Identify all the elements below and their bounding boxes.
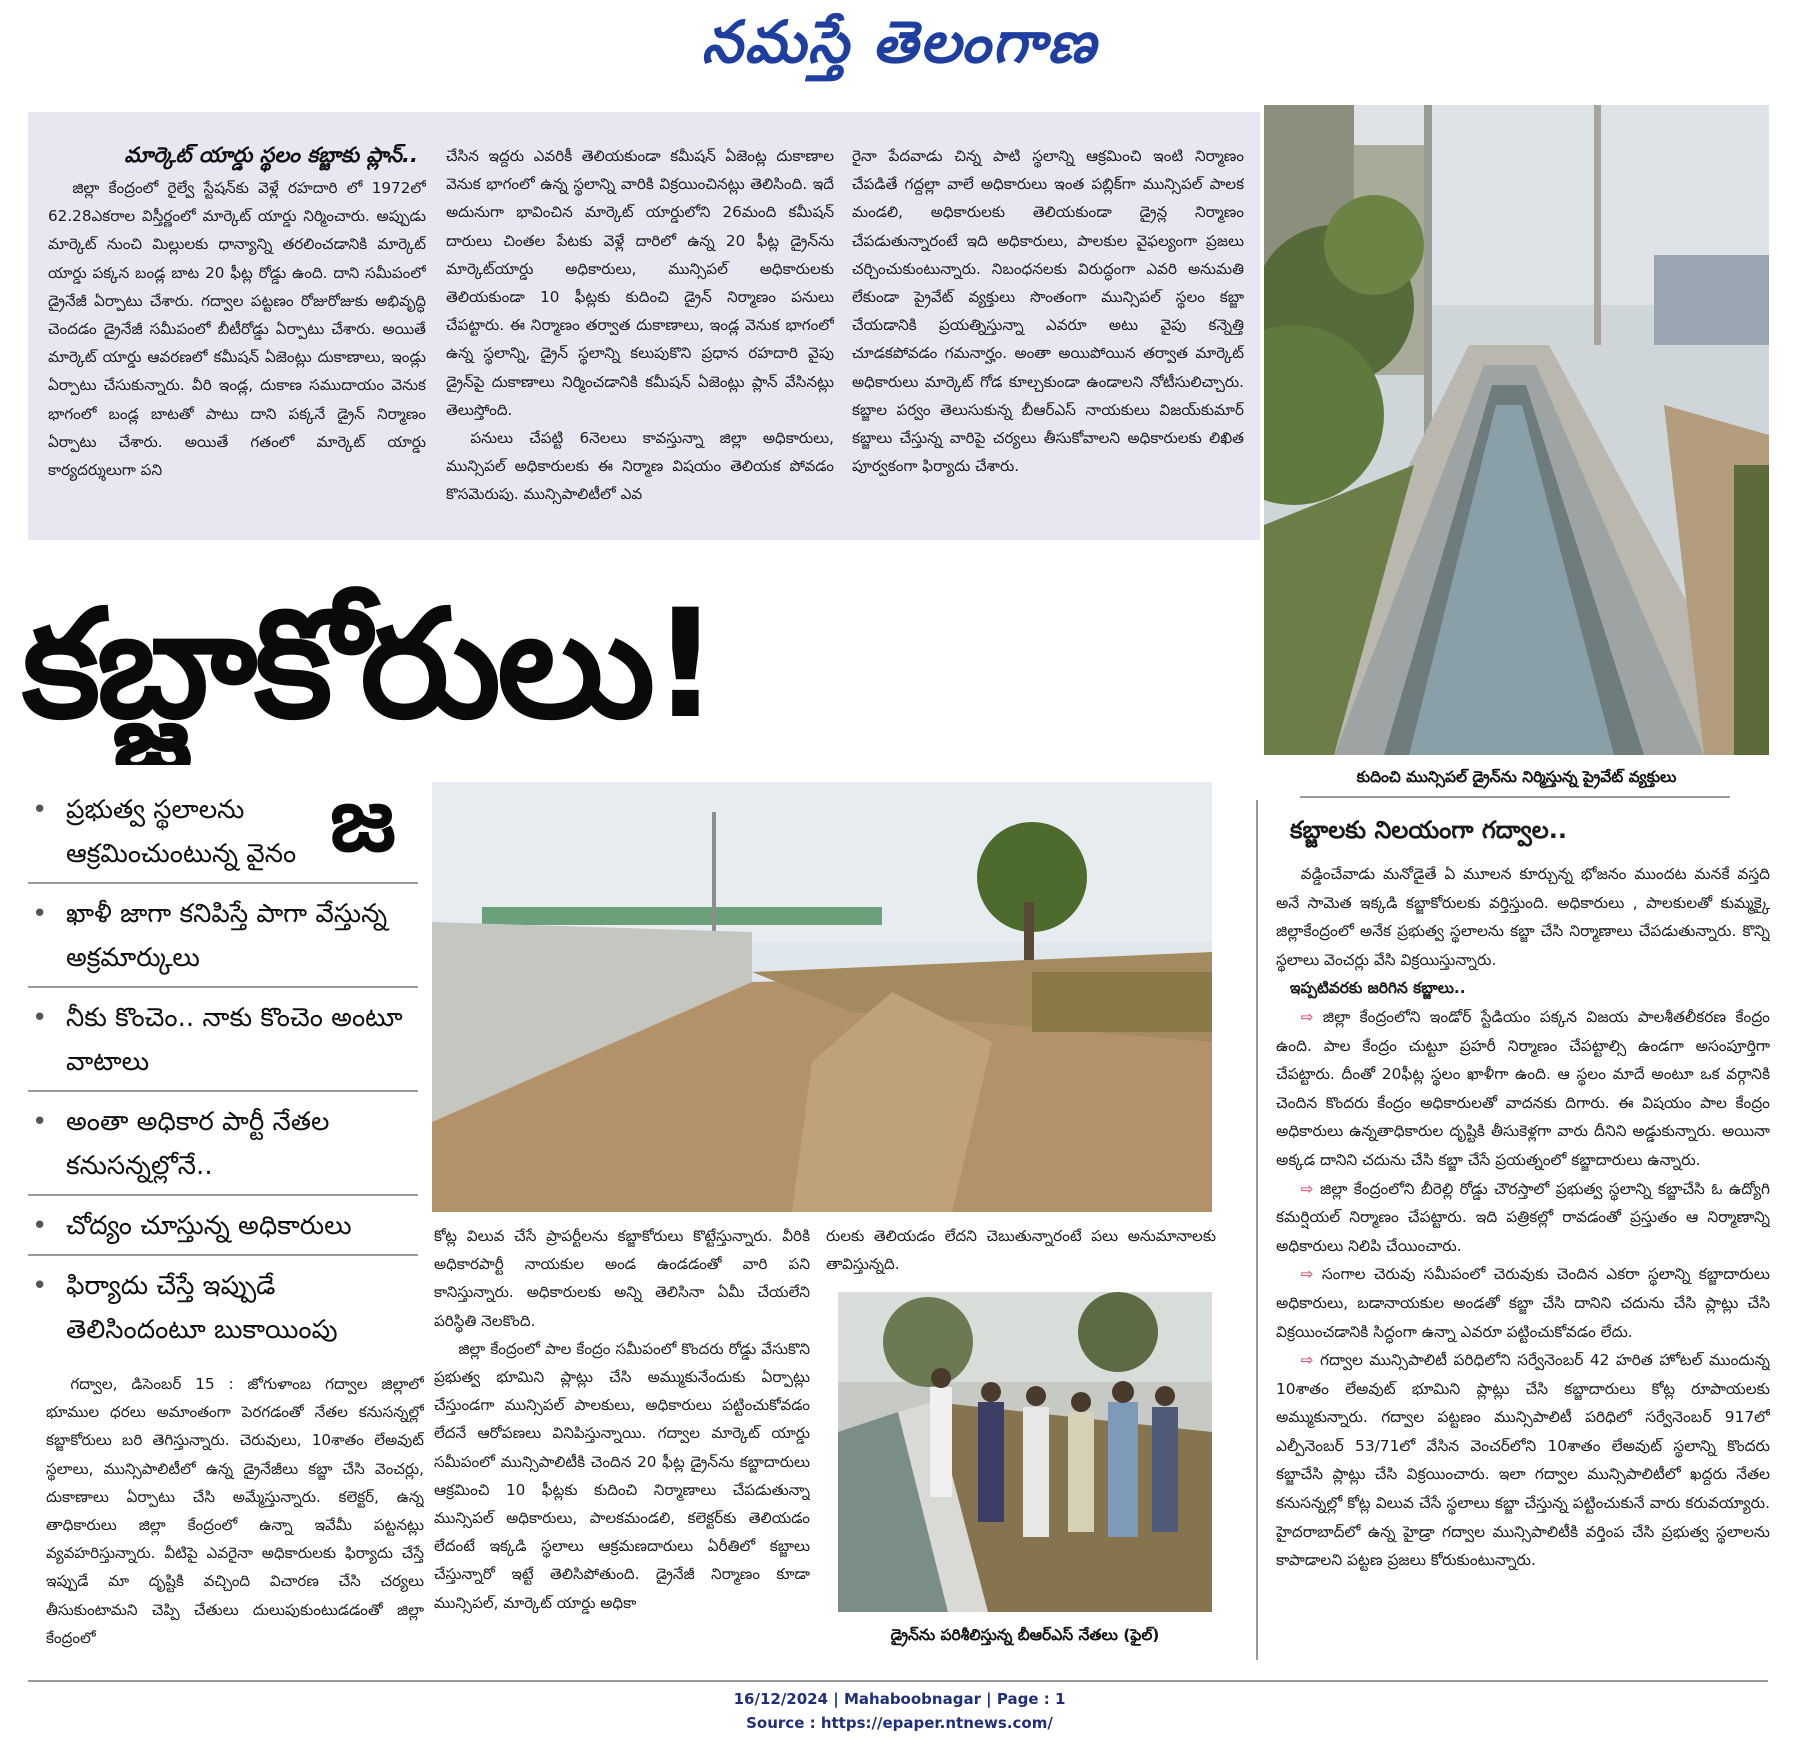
list-item: ⇨ జిల్లా కేంద్రంలోని ఇండోర్ స్టేడియం పక్కన విజయ పాలశీతలీకరణ కేంద్రం ఉంది. పాల కేంద్రం చుట్టూ ప్రహరీ నిర్మాణం చేపట్టాల్సి ఉండగా అసంపూర్తిగా చేపట్టారు. దీంతో 20ఫీట్ల స్థలం ఖాళీగా ఉంది. ఆ స్థలం మాదే అంటూ ఒక వర్గానికి చెందిన కొందరు కేంద్రం అధికారులతో వాదనకు దిగారు. ఈ విషయం పాల కేంద్రం అధికారులు ఉన్నతాధికారుల దృష్టికి తీసుకెళ్లగా వారు దీనిని అడ్డుకున్నారు. అయినా అక్కడ దానిని చదును చేసి కబ్జా చేసే ప్రయత్నంలో కబ్జాదారులు ఉన్నారు. <box>1276 1007 1770 1169</box>
main-col-3 <box>826 1222 1216 1282</box>
highlight-item: • నీకు కొంచెం.. నాకు కొంచెం అంటూ వాటాలు <box>28 996 418 1084</box>
leaders-inspection-photo <box>838 1292 1212 1612</box>
highlight-item: • అంతా అధికార పార్టీ నేతల కనుసన్నల్లోనే.. <box>28 1100 418 1188</box>
photo1-caption: కుదించి మున్సిపల్ డ్రైన్‌ను నిర్మిస్తున్న ప్రైవేట్ వ్యక్తులు <box>1356 768 1677 786</box>
main-col2b-text: జిల్లా కేంద్రంలో పాల కేంద్రం సమీపంలో కొందరు రోడ్డు వేసుకొని ప్రభుత్వ భూమిని ప్లాట్లు చేసి అమ్ముకునేందుకు ఏర్పాట్లు చేస్తుండగా మున్సిపల్ పాలకులు, అధికారులు పట్టించుకోవడం లేదనే ఆరోపణలు వినిపిస్తున్నాయి. గద్వాల మార్కెట్ యార్డు సమీపంలో మున్సిపాలిటీకి చెందిన 20 ఫీట్ల డ్రైన్‌ను కబ్జాదారులు ఆక్రమించి 10 ఫీట్లకు కుదించి నిర్మాణాలు చేపడుతున్నా మున్సిపల్ అధికారులు, పాలకమండలి, కలెక్టర్‌కు తెలియడం లేదంటే ఇక్కడి స్థలాలు ఆక్రమణదారులు ఏరీతిలో కబ్జాలు చేస్తున్నారో ఇట్టే తెలిసిపోతుంది. డ్రైనేజీ నిర్మాణం కూడా మున్సిపల్, మార్కెట్ యార్డు అధికా <box>434 1339 810 1612</box>
main-col2a-text: కోట్ల విలువ చేసే ప్రాపర్టీలను కబ్జాకోరులు కొట్టేస్తున్నారు. వీరికి అధికారపార్టీ నాయకుల అండ ఉండడంతో వారి పని కానిస్తున్నారు. అధికారులకు అన్ని తెలిసినా ఏమీ చేయలేని పరిస్థితి నెలకొంది. <box>434 1227 810 1330</box>
highlight-item: • ఖాళీ జాగా కనిపిస్తే పాగా వేస్తున్న అక్రమార్కులు <box>28 892 418 980</box>
divider <box>28 986 418 988</box>
top-col2b-text: పనులు చేపట్టి 6నెలలు కావస్తున్నా జిల్లా అధికారులు, మున్సిపల్ అధికారులకు ఈ నిర్మాణ విషయం తెలియక పోవడం కొసమెరుపు. మున్సిపాలిటీలో ఎవ <box>446 429 834 504</box>
footer-source-link[interactable]: Source : https://epaper.ntnews.com/ <box>746 1714 1053 1732</box>
right-intro-text: వడ్డించేవాడు మనోడైతే ఏ మూలన కూర్చున్న భోజనం ముందట మనకే వస్తది అనే సామెత ఇక్కడి కబ్జాకోరులకు వర్తిస్తుంది. అధికారులు , పాలకులతో కుమ్మక్కై జిల్లాకేంద్రంలో అనేక ప్రభుత్వ స్థలాలను కబ్జా చేసి నిర్మాణాలు చేపడుతున్నారు. కొన్ని స్థలాలు వెంచర్లు వేసి విక్రయిస్తున్నారు. <box>1276 865 1770 969</box>
main-headline: కబ్జాకోరులు! <box>22 578 716 752</box>
arrow-right-icon: ⇨ <box>1300 1265 1314 1284</box>
divider <box>28 1194 418 1196</box>
main-col3-text: రులకు తెలియడం లేదని చెబుతున్నారంటే పలు అనుమానాలకు తావిస్తున్నది. <box>826 1227 1216 1274</box>
footer-date-edition: 16/12/2024 | Mahaboobnagar | Page : 1 <box>733 1690 1066 1708</box>
top-col-1 <box>48 140 426 530</box>
bullet-dot-icon: • <box>32 1107 48 1137</box>
list-item: ⇨ సంగాల చెరువు సమీపంలో చెరువుకు చెందిన ఎకరా స్థలాన్ని కబ్జాదారులు అధికారులు, బడానాయకుల అండతో కబ్జా చేసి దానిని చదును చేసి ప్లాట్లు చేసి విక్రయించడానికి సిద్ధంగా ఉన్నా ఎవరూ పట్టించుకోవడం లేదు. <box>1276 1265 1770 1341</box>
top-col-3 <box>852 142 1244 532</box>
main-col1-text: గద్వాల, డిసెంబర్ 15 : జోగుళాంబ గద్వాల జిల్లాలో భూముల ధరలు అమాంతంగా పెరగడంతో నేతల కనుసన్నల్లో కబ్జాకోరులు బరి తెగిస్తున్నారు. చెరువులు, 10శాతం లేఅవుట్ స్థలాలు, మున్సిపాలిటీలో ఉన్న డ్రైనేజీలు కబ్జా చేసి వెంచర్లు, దుకాణాలు ఏర్పాటు చేసి అమ్మేస్తున్నారు. కలెక్టర్, ఉన్న తాధికారులు జిల్లా కేంద్రంలో ఉన్నా ఇవేమీ పట్టనట్లు వ్యవహరిస్తున్నారు. వీటిపై ఎవరైనా అధికారులకు ఫిర్యాదు చేస్తే ఇప్పుడే మా దృష్టికి వచ్చింది విచారణ చేసి చర్యలు తీసుకుంటామని చెప్పి చేతులు దులుపుకుంటుడడంతో జిల్లా కేంద్రంలో <box>46 1375 424 1647</box>
list-item: ⇨ జిల్లా కేంద్రంలోని బీరెల్లి రోడ్డు చౌరస్తాలో ప్రభుత్వ స్థలాన్ని కబ్జాచేసి ఓ ఉద్యోగి కమర్షియల్ నిర్మాణం చేపట్టారు. ఇది పత్రికల్లో రావడంతో ప్రస్తుతం ఆ నిర్మాణాన్ని అధికారులు నిలిపి చేయించారు. <box>1276 1179 1770 1255</box>
caption-underline <box>1300 796 1730 798</box>
arrow-right-icon: ⇨ <box>1300 1179 1314 1198</box>
land-photo-graphic <box>432 782 1212 1212</box>
bullet-dot-icon: • <box>32 1271 48 1301</box>
top-col2a-text: చేసిన ఇద్దరు ఎవరికీ తెలియకుండా కమీషన్ ఏజెంట్ల దుకాణాల వెనుక భాగంలో ఉన్న స్థలాన్ని వారికి విక్రయించినట్లు తెలిసింది. ఇదే అదునుగా భావించిన మార్కెట్ యార్డులోని 26మంది కమీషన్ దారులు చింతల పేటకు వెళ్లే దారిలో ఉన్న 20 ఫీట్ల డ్రైన్‌ను మార్కెట్‌యార్డు అధికారులు, మున్సిపల్ అధికారులకు తెలియకుండా 10 ఫీట్లకు కుదించి డ్రైన్ నిర్మాణం పనులు చేపట్టారు. ఈ నిర్మాణం తర్వాత దుకాణాలు, ఇండ్ల వెనుక భాగంలో ఉన్న స్థలాన్ని, డ్రైన్ స్థలాన్ని కలుపుకొని ప్రధాన రహదారి వైపు డ్రైన్‌పై దుకాణాలు నిర్మించడానికి కమీషన్ ఏజెంట్లు ప్లాన్ వేసినట్లు తెలుస్తోంది. <box>446 147 834 419</box>
column-divider <box>1256 800 1258 1660</box>
drain-photo-graphic <box>1264 105 1769 755</box>
bullet-dot-icon: • <box>32 899 48 929</box>
right-col <box>1276 860 1770 1670</box>
highlight-item: • చోద్యం చూస్తున్న అధికారులు <box>28 1204 418 1248</box>
top-col1-text: జిల్లా కేంద్రంలో రైల్వే స్టేషన్‌కు వెళ్లే రహదారి లో 1972లో 62.28ఎకరాల విస్తీర్ణంలో మార్కెట్ యార్డు నిర్మించారు. అప్పుడు మార్కెట్ నుంచి మిల్లులకు ధాన్యాన్ని తరలించడానికి మార్కెట్ యార్డు పక్కన బండ్ల బాట 20 ఫీట్ల రోడ్డు ఉంది. దాని సమీపంలో డ్రైనేజీ ఏర్పాటు చేశారు. గద్వాల పట్టణం రోజురోజుకు అభివృద్ధి చెందడం డ్రైనేజీ సమీపంలో బీటీరోడ్డు ఏర్పాటు చేశారు. అయితే మార్కెట్ యార్డు ఆవరణలో కమీషన్ ఏజెంట్లు దుకాణాలు, ఇండ్లు ఏర్పాటు చేసుకున్నారు. వీరి ఇండ్ల, దుకాణ సముదాయం వెనుక భాగంలో బండ్ల బాటతో పాటు దాని పక్కనే డ్రైన్ నిర్మాణం ఏర్పాటు చేశారు. అయితే గతంలో మార్కెట్ యార్డు కార్యదర్శులుగా పని <box>48 179 426 480</box>
highlight-item: • ఫిర్యాదు చేస్తే ఇప్పుడే తెలిసిందంటూ బుకాయింపు <box>28 1264 418 1352</box>
list-item: ⇨ గద్వాల మున్సిపాలిటీ పరిధిలోని సర్వేనెంబర్ 42 హరిత హోటల్ ముందున్న 10శాతం లేఅవుట్ భూమిని ప్లాట్లు చేసి కబ్జాదారులు కోట్ల రూపాయలకు అమ్ముకున్నారు. గద్వాల పట్టణం మున్సిపాలిటీ పరిధిలో సర్వేనెంబర్ 917లో ఎల్పీనెంబర్ 53/71లో వేసిన వెంచర్‌లోని 10శాతం లేఅవుట్ స్థలాన్ని కొందరు కబ్జాచేసి ప్లాట్లు చేసి విక్రయించారు. ఇలా గద్వాల మున్సిపాలిటీలో ఖద్దరు నేతల కనుసన్నల్లో కోట్ల విలువ చేసే స్థలాలు కబ్జా చేస్తున్న పట్టించుకునే వారు కరువయ్యారు. హైదరాబాద్‌లో ఉన్న హైడ్రా గద్వాల మున్సిపాలిటీకి వర్తింప చేసి ప్రభుత్వ స్థలాలను కాపాడాలని పట్టణ ప్రజలు కోరుకుంటున్నారు. <box>1276 1351 1770 1570</box>
divider <box>28 882 418 884</box>
main-col-2 <box>434 1222 810 1672</box>
headline-subscript-glyph: జ <box>330 767 396 872</box>
arrow-right-icon: ⇨ <box>1300 1007 1314 1026</box>
bullet-dot-icon: • <box>32 1211 48 1241</box>
bullet-dot-icon: • <box>32 1003 48 1033</box>
main-col-1 <box>46 1370 424 1670</box>
top-col-2 <box>446 142 834 532</box>
top-col3-text: రైనా పేదవాడు చిన్న పాటి స్థలాన్ని ఆక్రమించి ఇంటి నిర్మాణం చేపడితే గద్దల్లా వాలే అధికారులు ఇంత పబ్లిక్‌గా మున్సిపల్ పాలక మండలి, అధికారులకు తెలియకుండా డ్రైన్ల నిర్మాణం చేపడుతున్నారంటే ఇది అధికారులు, పాలకుల వైఫల్యంగా ప్రజలు చర్చించుకుంటున్నారు. నిబంధనలకు విరుద్ధంగా ఎవరి అనుమతి లేకుండా ప్రైవేట్ వ్యక్తులు సొంతంగా మున్సిపల్ స్థలం కబ్జా చేయడానికి ప్రయత్నిస్తున్నా ఎవరూ అటు వైపు కన్నెత్తి చూడకపోవడం గమనార్హం. అంతా అయిపోయిన తర్వాత మార్కెట్ అధికారులు మార్కెట్ గోడ కూల్చకుండా ఉండాలని నోటీసులిచ్చారు. కబ్జాల పర్వం తెలుసుకున్న బీఆర్‌ఎస్ నాయకులు విజయ్‌కుమార్ కబ్జాలు చేస్తున్న వారిపై చర్యలు తీసుకోవాలని అధికారులకు లిఖిత పూర్వకంగా ఫిర్యాదు చేశారు. <box>852 147 1244 476</box>
bullet-dot-icon: • <box>32 795 48 825</box>
right-list-title: ఇప్పటివరకు జరిగిన కబ్జాలు.. <box>1289 979 1466 998</box>
top-subhead: మార్కెట్ యార్డు స్థలం కబ్జాకు ప్లాన్.. <box>124 143 418 167</box>
divider <box>28 1090 418 1092</box>
highlights-list <box>28 788 418 1352</box>
highlight-item: • ప్రభుత్వ స్థలాలను ఆక్రమించుంటున్న వైనం <box>28 788 418 876</box>
page-bottom-rule <box>28 1680 1768 1682</box>
right-subhead: కబ్జాలకు నిలయంగా గద్వాల.. <box>1290 816 1568 844</box>
masthead-title: నమస్తే తెలంగాణ <box>701 8 1098 76</box>
vacant-land-photo <box>432 782 1212 1212</box>
inspection-photo-graphic <box>838 1292 1212 1612</box>
photo3-caption: డ్రైన్‌ను పరిశీలిస్తున్న బీఆర్‌ఎస్ నేతలు (ఫైల్) <box>890 1626 1160 1644</box>
drain-construction-photo <box>1264 105 1769 755</box>
arrow-right-icon: ⇨ <box>1300 1351 1314 1370</box>
divider <box>28 1254 418 1256</box>
